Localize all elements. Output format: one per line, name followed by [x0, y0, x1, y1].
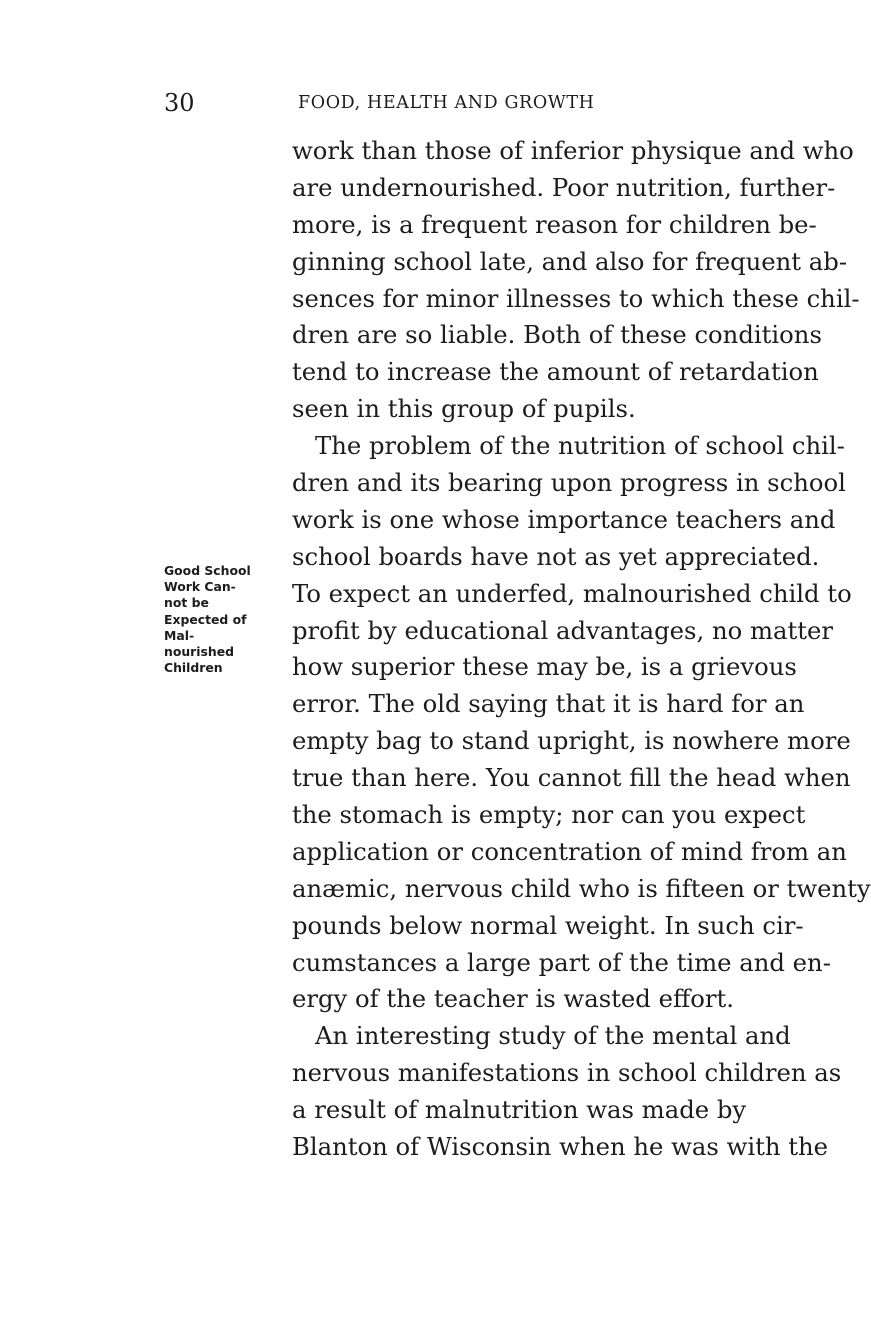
text-line: how superior these may be, is a grievous [292, 652, 797, 682]
text-line: The problem of the nutrition of school chil- [315, 431, 845, 461]
text-line: ginning school late, and also for frequent ab- [292, 246, 848, 276]
text-line: error. The old saying that it is hard for an [292, 689, 805, 719]
text-line: seen in this group of pupils. [292, 394, 636, 424]
text-line: sences for minor illnesses to which these chil- [292, 283, 860, 313]
sidenote-line: Good School [164, 563, 251, 578]
text-line: pounds below normal weight. In such cir- [292, 910, 804, 940]
text-line: school boards have not as yet appreciated. [292, 541, 820, 571]
text-line: a result of malnutrition was made by [292, 1095, 747, 1125]
margin-sidenote [164, 563, 288, 676]
text-line: dren are so liable. Both of these conditions [292, 320, 822, 350]
text-line: nervous manifestations in school children as [292, 1058, 842, 1088]
text-line: the stomach is empty; nor can you expect [292, 800, 806, 830]
text-line: dren and its bearing upon progress in school [292, 468, 846, 498]
sidenote-line: Work Can- [164, 579, 236, 595]
text-line: work than those of inferior physique and who [292, 136, 854, 165]
text-line: tend to increase the amount of retardation [292, 357, 819, 387]
sidenote-line: not be [164, 595, 209, 611]
text-line: cumstances a large part of the time and en- [292, 947, 831, 977]
text-line: profit by educational advantages, no matter [292, 615, 833, 645]
text-line: anæmic, nervous child who is fifteen or twenty [292, 873, 871, 903]
running-head: FOOD, HEALTH AND GROWTH [298, 93, 595, 113]
text-line: application or concentration of mind from an [292, 836, 847, 866]
text-line: To expect an underfed, malnourished child to [292, 578, 852, 608]
text-line: work is one whose importance teachers and [292, 504, 836, 534]
text-line: Blanton of Wisconsin when he was with the [292, 1132, 829, 1162]
text-line: ergy of the teacher is wasted effort. [292, 984, 734, 1014]
sidenote-line: Children [164, 660, 223, 676]
sidenote-line: Expected of [164, 611, 247, 627]
text-line: true than here. You cannot fill the head when [292, 763, 851, 793]
page-number: 30 [164, 89, 195, 117]
text-line: An interesting study of the mental and [315, 1021, 791, 1051]
body-text [292, 133, 871, 1166]
sidenote-line: Mal- [164, 627, 195, 643]
text-line: more, is a frequent reason for children be- [292, 209, 817, 239]
text-line: empty bag to stand upright, is nowhere more [292, 726, 851, 756]
sidenote-line: nourished [164, 644, 234, 660]
text-line: are undernourished. Poor nutrition, further- [292, 172, 836, 202]
